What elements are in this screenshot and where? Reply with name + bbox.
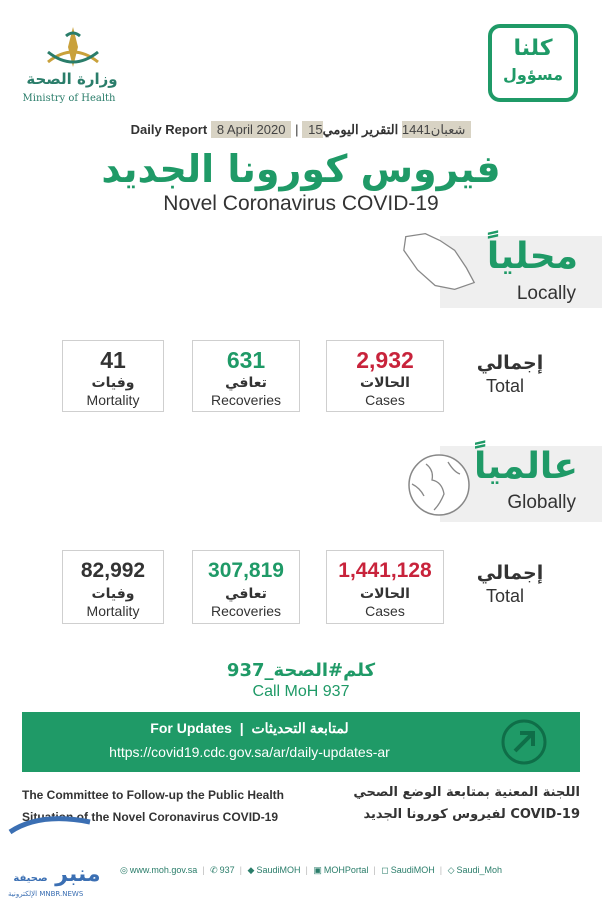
footer-instagram[interactable]: SaudiMOH — [390, 865, 435, 875]
campaign-badge — [488, 24, 578, 102]
global-heading-en: Globally — [507, 492, 576, 513]
local-recoveries-label-ar: تعافي — [225, 375, 267, 391]
ministry-name-ar: وزارة الصحة — [26, 70, 118, 88]
global-total-ar: إجمالي — [476, 562, 544, 584]
updates-banner[interactable] — [22, 712, 580, 772]
local-mortality-box — [62, 340, 164, 412]
portal-icon: ▣ — [313, 865, 322, 875]
hotline-ar: كلم#الصحة_937 — [226, 660, 376, 681]
footer-website[interactable]: www.moh.gov.sa — [129, 865, 198, 875]
footer-twitter[interactable]: SaudiMOH — [256, 865, 301, 875]
global-recoveries-value: 307,819 — [208, 559, 284, 582]
local-recoveries-box — [192, 340, 300, 412]
committee-en-line-2: Situation of the Novel Coronavirus COVID-19 — [22, 810, 279, 824]
page-title-en: Novel Coronavirus COVID-19 — [163, 192, 439, 215]
watermark-brand: MNBR.NEWS — [39, 890, 84, 898]
badge-line-2: مسؤول — [502, 65, 564, 84]
arrow-up-right-icon — [500, 718, 548, 766]
global-cases-label-en: Cases — [365, 603, 405, 619]
global-cases-value: 1,441,128 — [338, 559, 432, 582]
updates-label-ar: لمتابعة التحديثات — [251, 720, 349, 736]
local-cases-value: 2,932 — [356, 347, 414, 373]
report-date-line: Daily Report 8 April 2020 | 15شعبان1441 التقرير اليومي — [0, 122, 602, 138]
committee-ar-line-1: اللجنة المعنية بمتابعة الوضع الصحي — [353, 785, 580, 800]
updates-label: For Updates | لمتابعة التحديثات — [150, 720, 349, 736]
updates-url-link[interactable]: https://covid19.cdc.gov.sa/ar/daily-updates-ar — [109, 744, 390, 760]
daily-report-en: Daily Report — [130, 122, 208, 137]
watermark-sub-ar: الإلكترونية — [8, 890, 38, 898]
local-heading-en: Locally — [516, 283, 576, 304]
local-recoveries-value: 631 — [226, 347, 266, 373]
watermark-name: منبر صحيفة — [13, 862, 101, 887]
local-total-ar: إجمالي — [476, 352, 544, 374]
hotline-en: Call MoH 937 — [252, 683, 350, 700]
footer-social-bar: ◎ www.moh.gov.sa | ✆ 937 | ◆ SaudiMOH | ▣ MOHPortal | ◻ SaudiMOH | ◇ Saudi_Moh — [120, 865, 503, 875]
daily-report-ar: التقرير اليومي — [322, 122, 399, 137]
global-recoveries-label-ar: تعافي — [225, 586, 267, 602]
local-cases-label-en: Cases — [365, 392, 405, 408]
local-mortality-value: 41 — [100, 347, 126, 373]
twitter-icon: ◆ — [247, 865, 255, 875]
badge-line-1: كلنا — [513, 36, 553, 61]
footer-phone[interactable]: 937 — [219, 865, 235, 875]
hijri-date: 15شعبان1441 — [302, 121, 471, 138]
local-recoveries-label-en: Recoveries — [210, 392, 282, 408]
local-mortality-label-en: Mortality — [86, 392, 140, 408]
local-cases-box — [326, 340, 444, 412]
committee-ar — [320, 782, 580, 826]
ministry-name-en: Ministry of Health — [22, 93, 116, 104]
global-recoveries-box — [192, 550, 300, 624]
gregorian-date: 8 April 2020 — [211, 121, 292, 138]
committee-ar-line-2: لفيروس كورونا الجديد COVID-19 — [363, 807, 580, 822]
global-total-en: Total — [485, 586, 525, 606]
globe-small-icon: ◎ — [120, 865, 128, 875]
snapchat-icon: ◇ — [447, 865, 455, 875]
global-cases-label-ar: الحالات — [360, 586, 410, 602]
watermark-sub — [8, 890, 98, 898]
phone-icon: ✆ — [210, 865, 218, 875]
local-mortality-label-ar: وفيات — [91, 375, 135, 391]
instagram-icon: ◻ — [381, 865, 389, 875]
footer-snapchat[interactable]: Saudi_Moh — [456, 865, 503, 875]
global-heading-ar: عالمياً — [474, 446, 578, 487]
updates-label-en: For Updates — [150, 720, 232, 736]
global-recoveries-label-en: Recoveries — [210, 603, 282, 619]
local-total-en: Total — [485, 376, 525, 396]
page-title-ar: فيروس كورونا الجديد — [101, 147, 501, 191]
global-mortality-box — [62, 550, 164, 624]
local-cases-label-ar: الحالات — [360, 375, 410, 391]
global-cases-box — [326, 550, 444, 624]
global-mortality-value: 82,992 — [80, 559, 146, 582]
global-mortality-label-ar: وفيات — [91, 586, 135, 602]
committee-en-line-1: The Committee to Follow-up the Public Health — [22, 788, 285, 802]
local-heading-ar: محلياً — [486, 236, 578, 277]
watermark-tag: صحيفة — [13, 873, 48, 884]
global-mortality-label-en: Mortality — [86, 603, 140, 619]
footer-portal[interactable]: MOHPortal — [323, 865, 369, 875]
